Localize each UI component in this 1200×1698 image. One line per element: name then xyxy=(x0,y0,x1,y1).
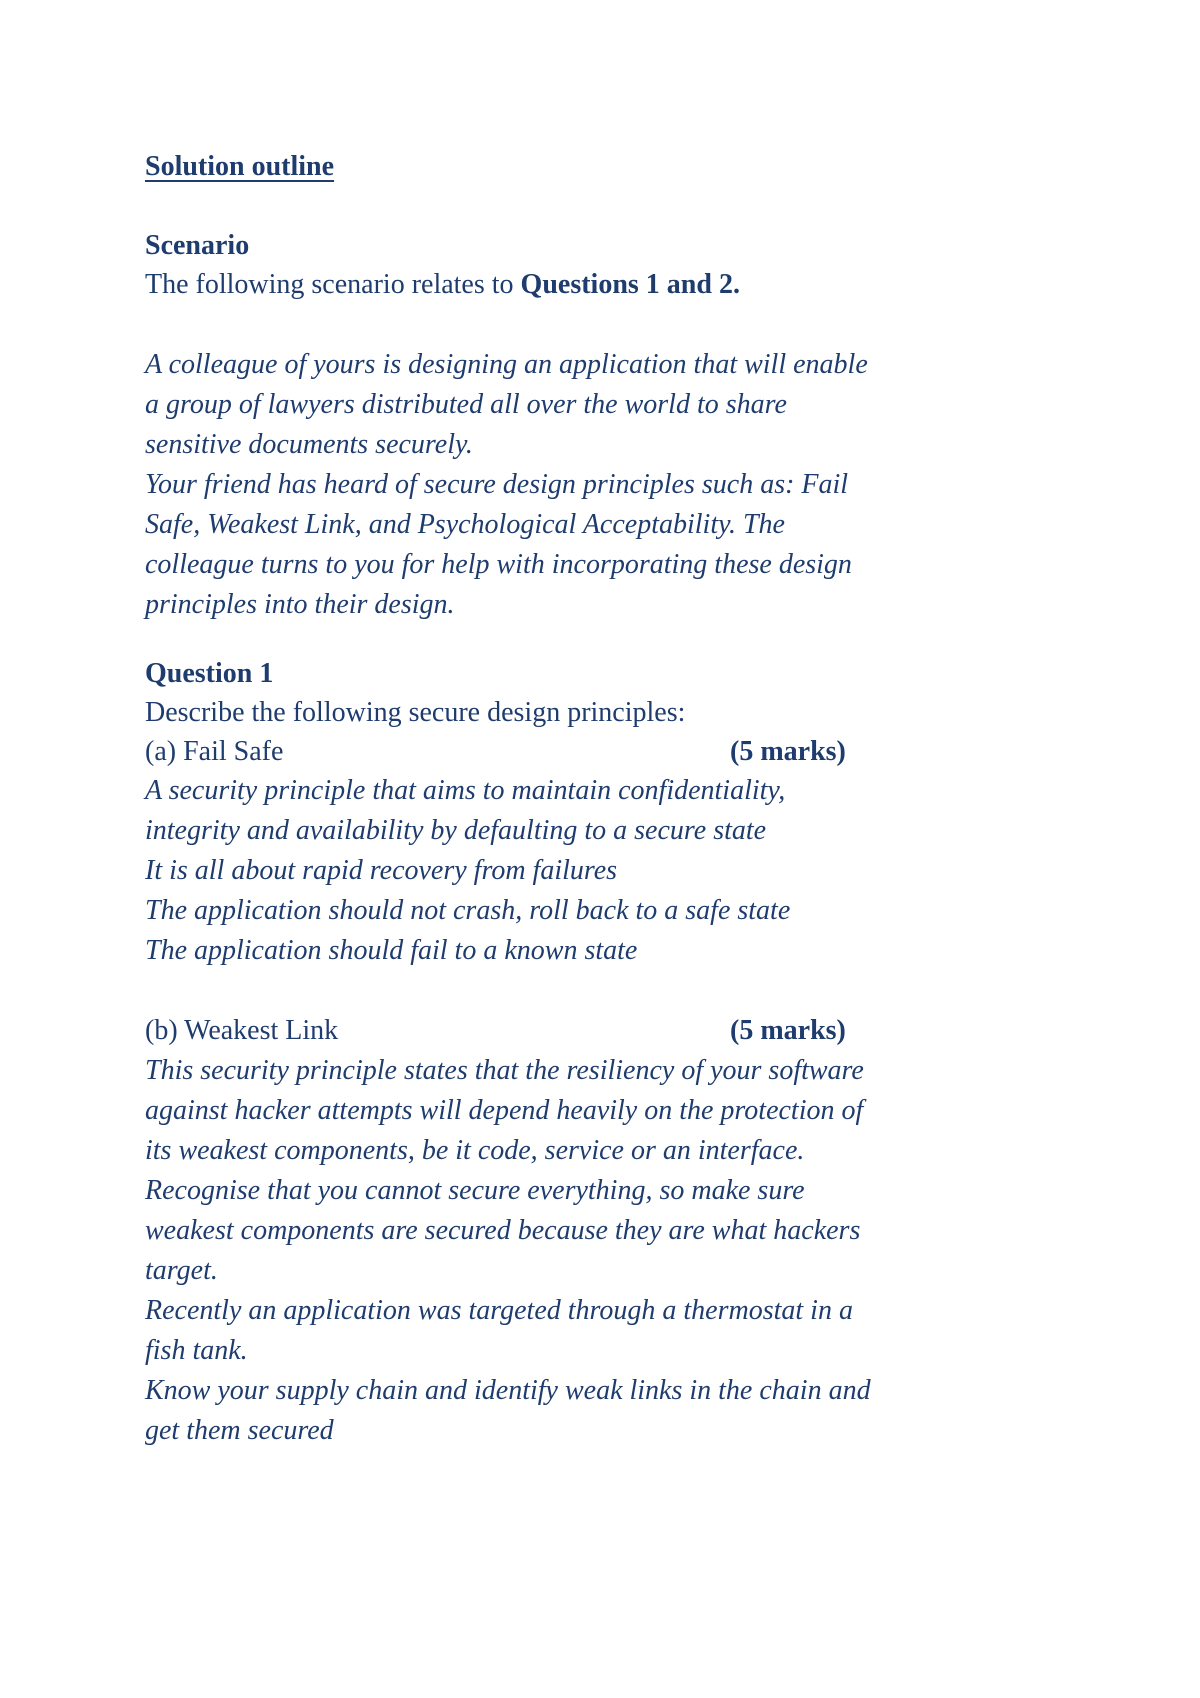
question1-heading: Question 1 xyxy=(145,658,274,689)
part-b-row xyxy=(145,1012,1075,1050)
part-b-marks: (5 marks) xyxy=(730,1015,846,1046)
document-title: Solution outline xyxy=(145,151,335,182)
part-b-answer-line: fish tank. xyxy=(145,1335,248,1366)
part-b-answer-line: This security principle states that the resiliency of your software xyxy=(145,1055,864,1086)
scenario-line: Your friend has heard of secure design principles such as: Fail xyxy=(145,469,849,500)
part-b-answer-line: target. xyxy=(145,1255,218,1286)
scenario-line: a group of lawyers distributed all over the world to share xyxy=(145,389,787,420)
part-a-answer-line: The application should fail to a known state xyxy=(145,935,638,966)
scenario-line: colleague turns to you for help with incorporating these design xyxy=(145,549,852,580)
part-a-answer-line: integrity and availability by defaulting to a secure state xyxy=(145,815,767,846)
scenario-intro xyxy=(145,266,740,304)
part-a-answer-line: A security principle that aims to maintain confidentiality, xyxy=(145,775,786,806)
part-b-answer-line: Know your supply chain and identify weak links in the chain and xyxy=(145,1375,871,1406)
part-b-answer-line: get them secured xyxy=(145,1415,334,1446)
part-b-answer-line: Recognise that you cannot secure everything, so make sure xyxy=(145,1175,805,1206)
scenario-line: sensitive documents securely. xyxy=(145,429,473,460)
scenario-line: principles into their design. xyxy=(145,589,455,620)
part-a-marks: (5 marks) xyxy=(730,736,846,767)
part-b-answer-line: its weakest components, be it code, service or an interface. xyxy=(145,1135,805,1166)
part-a-answer-line: It is all about rapid recovery from failures xyxy=(145,855,618,886)
part-a-row xyxy=(145,733,1075,771)
question1-prompt: Describe the following secure design principles: xyxy=(145,697,686,728)
scenario-intro-text: The following scenario relates to xyxy=(145,269,521,300)
scenario-intro-bold: Questions 1 and 2. xyxy=(520,269,740,300)
part-b-label: (b) Weakest Link xyxy=(145,1015,339,1046)
scenario-line: Safe, Weakest Link, and Psychological Acceptability. The xyxy=(145,509,785,540)
part-a-answer-line: The application should not crash, roll back to a safe state xyxy=(145,895,791,926)
part-b-answer-line: weakest components are secured because they are what hackers xyxy=(145,1215,861,1246)
part-b-answer-line: Recently an application was targeted through a thermostat in a xyxy=(145,1295,853,1326)
scenario-heading: Scenario xyxy=(145,230,250,261)
part-b-answer-line: against hacker attempts will depend heavily on the protection of xyxy=(145,1095,864,1126)
scenario-line: A colleague of yours is designing an application that will enable xyxy=(145,349,868,380)
part-a-label: (a) Fail Safe xyxy=(145,736,284,767)
